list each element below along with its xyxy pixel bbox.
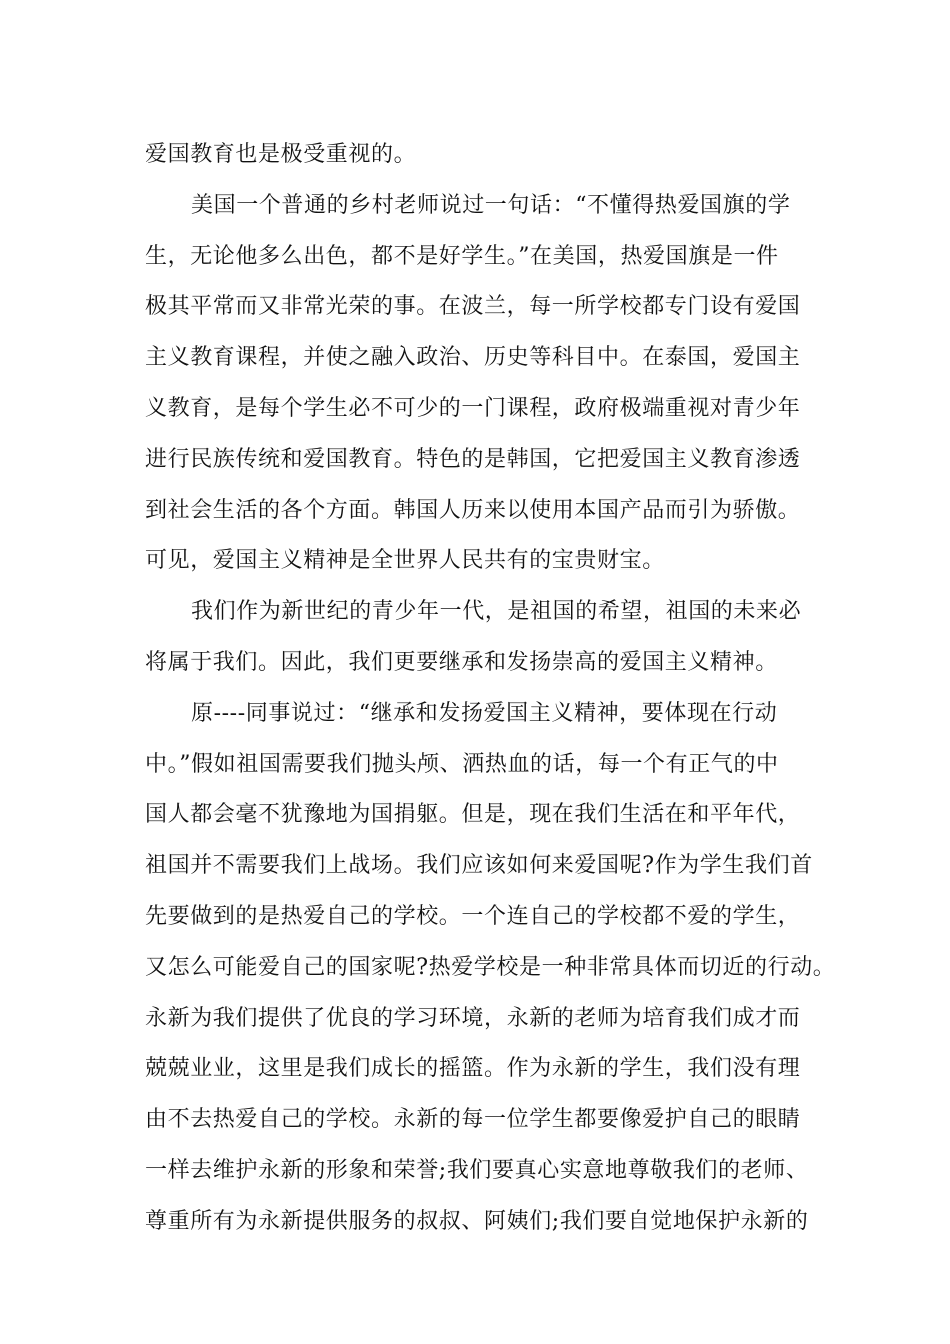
paragraph-start-line: 原----同事说过：“继承和发扬爱国主义精神，要体现在行动	[191, 700, 778, 726]
text-line: 尊重所有为永新提供服务的叔叔、阿姨们;我们要自觉地保护永新的	[145, 1208, 809, 1234]
text-line: 永新为我们提供了优良的学习环境，永新的老师为培育我们成才而	[145, 1005, 801, 1031]
text-line: 又怎么可能爱自己的国家呢?热爱学校是一种非常具体而切近的行动。	[145, 954, 836, 980]
text-line: 极其平常而又非常光荣的事。在波兰，每一所学校都专门设有爱国	[145, 294, 801, 320]
text-line: 中。”假如祖国需要我们抛头颅、洒热血的话，每一个有正气的中	[145, 751, 779, 777]
text-line: 一样去维护永新的形象和荣誉;我们要真心实意地尊敬我们的老师、	[145, 1157, 809, 1183]
document-body	[145, 130, 836, 1248]
text-line: 爱国教育也是极受重视的。	[145, 142, 417, 167]
text-line: 兢兢业业，这里是我们成长的摇篮。作为永新的学生，我们没有理	[145, 1056, 801, 1082]
text-line: 将属于我们。因此，我们更要继承和发扬崇高的爱国主义精神。	[145, 649, 778, 675]
text-line: 可见，爱国主义精神是全世界人民共有的宝贵财宝。	[145, 548, 665, 574]
text-line: 先要做到的是热爱自己的学校。一个连自己的学校都不爱的学生，	[145, 903, 801, 929]
text-line: 义教育，是每个学生必不可少的一门课程，政府极端重视对青少年	[145, 395, 801, 421]
text-line: 祖国并不需要我们上战场。我们应该如何来爱国呢?作为学生我们首	[145, 853, 813, 879]
paragraph-start-line: 我们作为新世纪的青少年一代，是祖国的希望，祖国的未来必	[191, 599, 802, 625]
text-line: 国人都会毫不犹豫地为国捐躯。但是，现在我们生活在和平年代，	[145, 802, 801, 828]
text-line: 进行民族传统和爱国教育。特色的是韩国，它把爱国主义教育渗透	[145, 446, 801, 472]
paragraph-start-line: 美国一个普通的乡村老师说过一句话：“不懂得热爱国旗的学	[191, 192, 791, 218]
text-line: 由不去热爱自己的学校。永新的每一位学生都要像爱护自己的眼睛	[145, 1107, 801, 1133]
text-line: 到社会生活的各个方面。韩国人历来以使用本国产品而引为骄傲。	[145, 497, 801, 523]
text-line: 主义教育课程，并使之融入政治、历史等科目中。在泰国，爱国主	[145, 345, 801, 371]
text-line: 生，无论他多么出色，都不是好学生。”在美国，热爱国旗是一件	[145, 243, 779, 269]
